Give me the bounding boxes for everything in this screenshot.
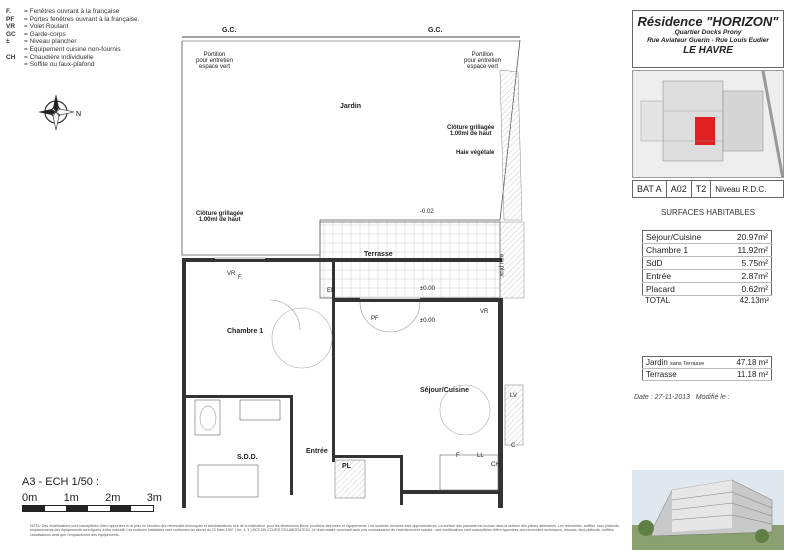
surface-row (643, 257, 772, 270)
room-name: Séjour/Cuisine (643, 231, 723, 244)
f-kitchen-label: F (456, 453, 460, 459)
quartier: Quartier Docks Prony (674, 29, 742, 36)
total-value: 42.13m² (739, 296, 769, 305)
legend-key: PF (6, 15, 15, 23)
vr-right-label: VR (480, 309, 489, 315)
level-mid: ±0.00 (420, 286, 435, 292)
eau-pluv-label: eau pluv. (498, 254, 504, 278)
city: LE HAVRE (683, 45, 733, 56)
scale-title: A3 - ECH 1/50 : (22, 476, 100, 488)
lot-type: T2 (692, 181, 712, 197)
room-name: Placard (643, 283, 723, 296)
gc-label-right: G.C. (428, 27, 443, 34)
terrasse-label-table: Terrasse (643, 369, 724, 381)
room-area: 5.75m² (723, 257, 772, 270)
c-label: C (511, 443, 516, 449)
legend-text: = Chaudière individuelle (24, 53, 94, 61)
legend-text: = Portes fenêtres ouvrant à la française. (24, 15, 140, 23)
room-name: Entrée (643, 270, 723, 283)
date: Date : 27-11-2013 (634, 394, 690, 401)
legend-key: GC (6, 30, 16, 38)
exterior-table (642, 356, 772, 381)
legend-text: = Niveau plancher (24, 38, 77, 46)
surfaces-title: SURFACES HABITABLES (660, 208, 756, 217)
level-low: ±0.00 (420, 318, 435, 324)
lv-label: LV (510, 393, 517, 399)
info-panel (632, 10, 784, 550)
scale-bar (22, 476, 162, 512)
portillon-label-right: Portillon pour entretien espace vert (464, 52, 502, 70)
legend-key: CH (6, 53, 16, 61)
scale-tick: 1m (63, 492, 79, 504)
legend-key: F. (6, 8, 12, 15)
legend-text: = Soffite ou faux-plafond (24, 61, 95, 69)
jardin-label: Jardin (340, 103, 362, 110)
pl-label: PL (342, 463, 351, 470)
legend-text: = Fenêtres ouvrant à la française (24, 8, 120, 15)
jardin-sub: sans Terrasse (670, 361, 705, 367)
jardin-row (643, 357, 772, 369)
date-line (634, 394, 730, 401)
vr-left-label: VR (227, 271, 236, 277)
scale-tick: 3m (146, 492, 162, 504)
entree-label: Entrée (306, 448, 328, 455)
title-box (632, 10, 784, 68)
terrasse-row (643, 369, 772, 381)
jardin-value: 47.18 m² (724, 357, 772, 369)
scale-bar-graphic (22, 505, 154, 512)
gc-label-left: G.C. (222, 27, 237, 34)
lot-level: Niveau R.D.C. (715, 184, 767, 194)
scale-tick: 2m (105, 492, 121, 504)
total-label: TOTAL (645, 296, 671, 305)
room-area: 11.92m² (723, 244, 772, 257)
haie-label: Haie végétale (456, 150, 495, 156)
legend-text: = Volet Roulant (24, 23, 69, 31)
lot-number: A02 (667, 181, 692, 197)
ch-label: CH (491, 462, 500, 468)
cloture-right-label: Clôture grillagée 1.00ml de haut (447, 125, 495, 137)
surface-row (643, 283, 772, 296)
surfaces-table (642, 230, 772, 296)
chambre-label: Chambre 1 (227, 328, 264, 335)
portillon-label: Portillon pour entretien espace vert (196, 52, 234, 70)
lot-info (632, 180, 784, 198)
address: Rue Aviateur Guerin - Rue Louis Eudier (647, 37, 769, 44)
modified: Modifié le : (695, 394, 730, 401)
level-top: -0.02 (420, 209, 434, 215)
scale-ticks (22, 492, 162, 504)
scale-tick: 0m (22, 492, 38, 504)
legend-key: ± (6, 38, 10, 46)
terrasse-value: 11.18 m² (724, 369, 772, 381)
building-render (632, 470, 784, 550)
ll-label: LL (477, 453, 484, 459)
surface-row (643, 231, 772, 244)
bat-label: BAT A (633, 181, 667, 197)
room-area: 0.62m² (723, 283, 772, 296)
room-name: Chambre 1 (643, 244, 723, 257)
residence-title: Résidence "HORIZON" (637, 14, 779, 29)
sejour-label: Séjour/Cuisine (420, 387, 470, 394)
cloture-left-label: Clôture grillagée 1.00ml de haut (196, 211, 244, 223)
room-area: 2.87m² (723, 270, 772, 283)
room-area: 20.97m² (723, 231, 772, 244)
room-name: SdD (643, 257, 723, 270)
f-left-label: F. (238, 275, 243, 281)
terrasse-label: Terrasse (364, 251, 393, 258)
footnote: NOTA: Des modifications sont susceptibles d'être apportées à ce plan en fonction des nécessités techniques et administratives lors de la réalisation, pour les dimensions libres, positions des baies et équipements. Les surfaces données sont approximatives. La surface des placards est incluse dans la surface des pièces attenantes. Les retombées, soffites, faux-plafonds, emplacements des équipements sont figurés à titre indicatif. Les surfaces habitables sont conformes au décret du 23 Mars 1997 ( Art. 4, 1 ) BCE DN COURS D'ELABORATION. Le réservataire reconnaît avoir pris connaissance de l'avertissement suivant : des modifications sont susceptibles d'être apportées aux nécessités techniques, réseaux, faux-plafonds, soffites, canalisations ainsi que l'emplacement des équipements. (30, 524, 620, 537)
total-row (642, 296, 772, 305)
svg-text:N: N (76, 111, 82, 118)
surface-row (643, 270, 772, 283)
legend-key: VR (6, 23, 16, 31)
jardin-label: Jardin (646, 358, 668, 367)
surface-row (643, 244, 772, 257)
sdd-label: S.D.D. (237, 454, 258, 461)
site-map (632, 70, 784, 178)
legend-text: = Equipement cuisine non-fournis (24, 45, 121, 53)
legend-text: = Garde-corps (24, 30, 66, 38)
ep-label: EP (327, 288, 336, 294)
pf-label: PF (371, 316, 379, 322)
